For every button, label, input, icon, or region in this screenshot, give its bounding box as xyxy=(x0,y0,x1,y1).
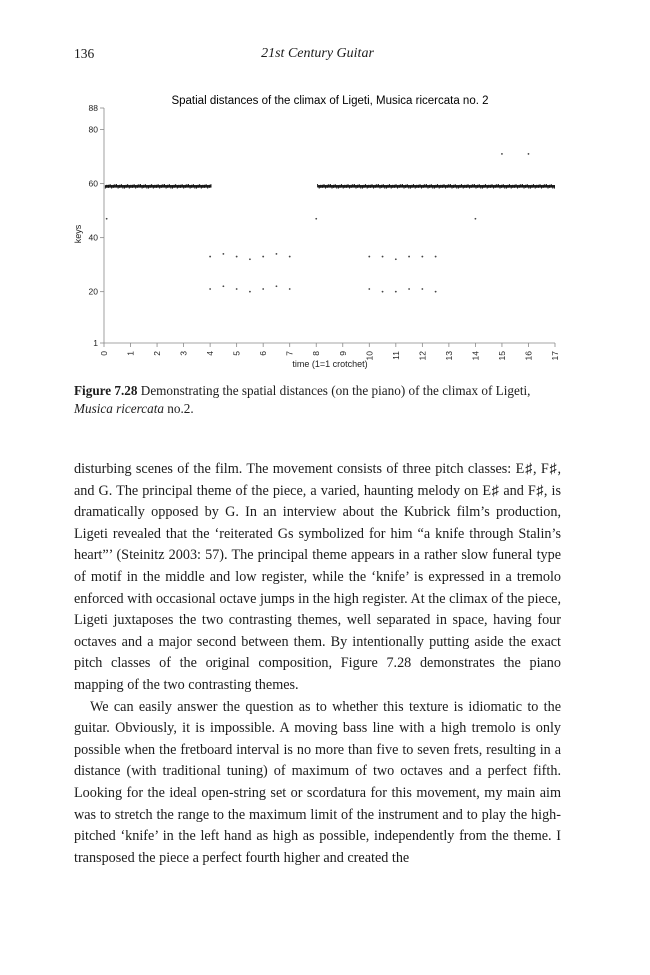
caption-text: Demonstrating the spatial distances (on the piano) of the climax of Ligeti, xyxy=(140,383,531,398)
data-point xyxy=(382,291,384,293)
data-point xyxy=(289,288,291,290)
x-tick-label: 7 xyxy=(284,351,295,356)
y-tick-label: 88 xyxy=(88,103,98,113)
body-text xyxy=(74,459,561,869)
tremolo-band-edge xyxy=(105,184,211,189)
data-point xyxy=(421,256,423,258)
data-point xyxy=(395,291,397,293)
x-tick-label: 8 xyxy=(311,351,322,356)
x-tick-label: 0 xyxy=(99,351,109,356)
x-tick-label: 2 xyxy=(152,351,163,356)
data-point xyxy=(435,291,437,293)
data-point xyxy=(236,256,238,258)
data-point xyxy=(209,288,211,290)
data-point xyxy=(222,253,224,255)
data-point xyxy=(382,256,384,258)
x-tick-label: 16 xyxy=(523,351,534,361)
data-point xyxy=(421,288,423,290)
data-point xyxy=(249,291,251,293)
x-tick-label: 11 xyxy=(390,351,401,360)
x-tick-label: 5 xyxy=(231,351,242,356)
data-point xyxy=(501,153,503,155)
running-head xyxy=(74,46,561,66)
x-tick-label: 9 xyxy=(337,351,348,356)
caption-tail: no.2. xyxy=(167,401,194,416)
data-point xyxy=(395,258,397,260)
data-point xyxy=(315,218,317,220)
tremolo-band-edge xyxy=(318,184,555,189)
data-point xyxy=(528,153,530,155)
body-paragraph-2: We can easily answer the question as to whether this texture is idiomatic to the guitar. Obviously, it is impossible. A moving bass line with a high tremolo is only possible when the fretboard interval is no more than five to seven frets, resulting in a distance (with traditional tuning) of maximum of two octaves and a perfect fifth. Looking for the ideal open-string set or scordatura for this movement, my main aim was to stretch the range to the maximum limit of the instrument and to play the high-pitched ‘knife’ in the left hand as high as possible, independently from the theme. I transposed the piece a perfect fourth higher and created the xyxy=(74,698,561,866)
data-point xyxy=(276,285,278,287)
x-tick-label: 15 xyxy=(496,351,507,361)
figure-caption xyxy=(74,382,564,418)
x-tick-label: 6 xyxy=(258,351,269,356)
x-tick-label: 17 xyxy=(550,351,560,361)
data-point xyxy=(222,285,224,287)
data-point xyxy=(289,256,291,258)
x-tick-label: 10 xyxy=(364,351,375,361)
data-point xyxy=(262,256,264,258)
data-point xyxy=(368,288,370,290)
data-point xyxy=(249,258,251,260)
data-point xyxy=(408,288,410,290)
x-tick-label: 1 xyxy=(125,351,136,356)
x-tick-label: 14 xyxy=(470,351,481,361)
x-tick-label: 12 xyxy=(417,351,428,361)
data-point xyxy=(106,218,108,220)
data-point xyxy=(209,256,211,258)
y-tick-label: 20 xyxy=(88,286,98,297)
y-axis-label: keys xyxy=(73,224,83,244)
caption-label: Figure 7.28 xyxy=(74,383,138,398)
y-tick-label: 60 xyxy=(88,178,98,189)
data-point xyxy=(435,256,437,258)
body-paragraph-1: disturbing scenes of the film. The movement consists of three pitch classes: E♯, F♯, and G. The principal theme of the piece, a varied, haunting melody on E♯ and F♯, is dramatically opposed by G. In an interview about the Kubrick film’s production, Ligeti revealed that the ‘reiterated Gs symbolized for him “a knife through Stalin’s heart”’ (Steinitz 2003: 57). The principal theme appears in a rather slow funeral type of motif in the middle and low register, while the ‘knife’ is expressed in a tremolo enforced with occasional octave jumps in the high register. At the climax of the piece, Ligeti juxtaposes the two contrasting themes, well separated in space, having four octaves and a major second between them. By intentionally putting aside the exact pitch classes of the original composition, Figure 7.28 demonstrates the piano mapping of the two contrasting themes. xyxy=(74,461,561,693)
x-axis-label: time (1=1 crotchet) xyxy=(292,359,368,369)
data-point xyxy=(368,256,370,258)
scatter-chart xyxy=(66,88,566,374)
chart-title: Spatial distances of the climax of Ligeti, Musica ricercata no. 2 xyxy=(171,95,489,107)
y-tick-label: 1 xyxy=(93,338,98,348)
page-number: 136 xyxy=(74,46,95,61)
x-tick-label: 3 xyxy=(178,351,189,356)
y-tick-label: 40 xyxy=(88,232,98,243)
figure-7-28 xyxy=(66,88,566,374)
x-tick-label: 13 xyxy=(443,351,454,361)
data-point xyxy=(408,256,410,258)
data-point xyxy=(262,288,264,290)
data-point xyxy=(475,218,477,220)
caption-italic-title: Musica ricercata xyxy=(74,401,164,416)
running-title: 21st Century Guitar xyxy=(261,46,374,61)
data-point xyxy=(236,288,238,290)
data-point xyxy=(276,253,278,255)
x-tick-label: 4 xyxy=(205,351,216,356)
y-tick-label: 80 xyxy=(88,124,98,135)
